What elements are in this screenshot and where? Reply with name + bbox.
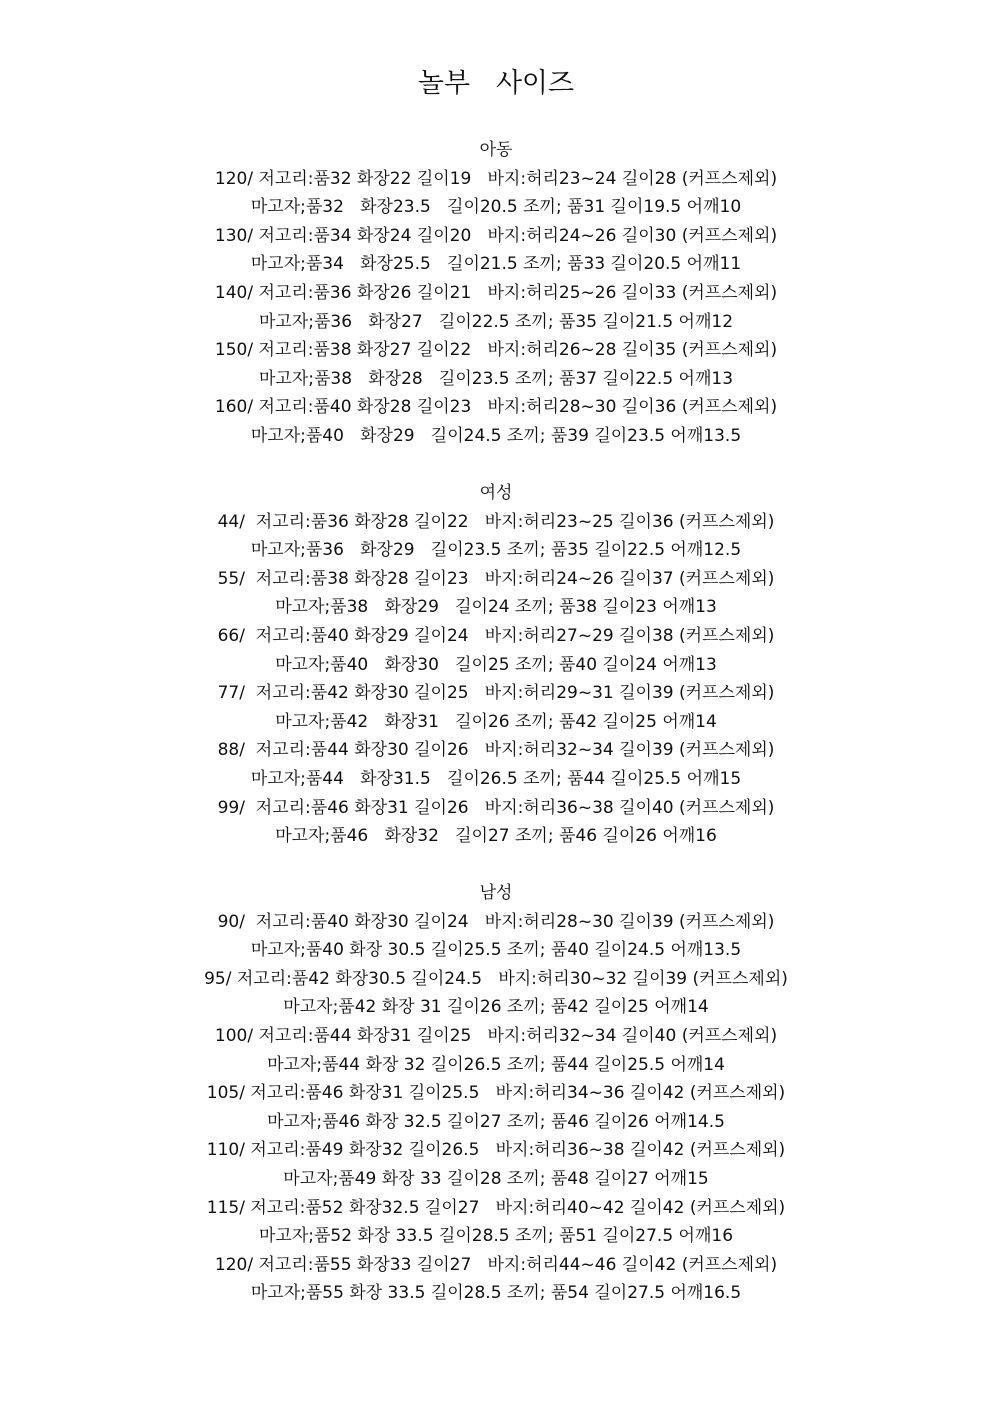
size-line: 99/ 저고리:품46 화장31 길이26 바지:허리36~38 길이40 (커프스제외) <box>217 797 775 818</box>
section-men <box>0 879 992 1308</box>
size-line: 105/ 저고리:품46 화장31 길이25.5 바지:허리34~36 길이42 (커프스제외) <box>206 1083 786 1104</box>
size-line: 95/ 저고리:품42 화장30.5 길이24.5 바지:허리30~32 길이39 (커프스제외) <box>204 968 788 989</box>
size-line: 마고자;품38 화장28 길이23.5 조끼; 품37 길이22.5 어깨13 <box>258 368 734 389</box>
size-line: 마고자;품49 화장 33 길이28 조끼; 품48 길이27 어깨15 <box>283 1168 709 1189</box>
size-line: 115/ 저고리:품52 화장32.5 길이27 바지:허리40~42 길이42 (커프스제외) <box>206 1197 786 1218</box>
size-line: 150/ 저고리:품38 화장27 길이22 바지:허리26~28 길이35 (커프스제외) <box>214 340 778 361</box>
size-line: 120/ 저고리:품32 화장22 길이19 바지:허리23~24 길이28 (커프스제외) <box>214 168 778 189</box>
size-line: 마고자;품38 화장29 길이24 조끼; 품38 길이23 어깨13 <box>275 597 717 618</box>
size-line: 55/ 저고리:품38 화장28 길이23 바지:허리24~26 길이37 (커프스제외) <box>217 568 775 589</box>
size-line: 130/ 저고리:품34 화장24 길이20 바지:허리24~26 길이30 (커프스제외) <box>214 225 778 246</box>
size-line: 77/ 저고리:품42 화장30 길이25 바지:허리29~31 길이39 (커프스제외) <box>217 683 775 704</box>
size-line: 마고자;품42 화장31 길이26 조끼; 품42 길이25 어깨14 <box>275 711 717 732</box>
size-line: 마고자;품42 화장 31 길이26 조끼; 품42 길이25 어깨14 <box>283 997 709 1018</box>
size-line: 마고자;품40 화장29 길이24.5 조끼; 품39 길이23.5 어깨13.5 <box>250 425 742 446</box>
size-line: 마고자;품32 화장23.5 길이20.5 조끼; 품31 길이19.5 어깨10 <box>250 197 742 218</box>
section-heading: 아동 <box>479 140 513 160</box>
size-line: 90/ 저고리:품40 화장30 길이24 바지:허리28~30 길이39 (커프스제외) <box>217 911 775 932</box>
page-title: 놀부 사이즈 <box>417 68 575 99</box>
size-line: 마고자;품44 화장31.5 길이26.5 조끼; 품44 길이25.5 어깨15 <box>250 768 742 789</box>
size-line: 마고자;품52 화장 33.5 길이28.5 조끼; 품51 길이27.5 어깨16 <box>258 1226 734 1247</box>
size-line: 마고자;품40 화장30 길이25 조끼; 품40 길이24 어깨13 <box>275 654 717 675</box>
size-line: 마고자;품40 화장 30.5 길이25.5 조끼; 품40 길이24.5 어깨13.5 <box>250 940 742 961</box>
size-line: 120/ 저고리:품55 화장33 길이27 바지:허리44~46 길이42 (커프스제외) <box>214 1254 778 1275</box>
size-line: 마고자;품46 화장 32.5 길이27 조끼; 품46 길이26 어깨14.5 <box>267 1111 725 1132</box>
size-line: 44/ 저고리:품36 화장28 길이22 바지:허리23~25 길이36 (커프스제외) <box>217 511 775 532</box>
section-heading: 여성 <box>479 483 513 503</box>
size-line: 88/ 저고리:품44 화장30 길이26 바지:허리32~34 길이39 (커프스제외) <box>217 740 775 761</box>
size-line: 110/ 저고리:품49 화장32 길이26.5 바지:허리36~38 길이42 (커프스제외) <box>206 1140 786 1161</box>
size-line: 마고자;품36 화장27 길이22.5 조끼; 품35 길이21.5 어깨12 <box>258 311 734 332</box>
size-line: 마고자;품55 화장 33.5 길이28.5 조끼; 품54 길이27.5 어깨16.5 <box>250 1283 742 1304</box>
size-line: 100/ 저고리:품44 화장31 길이25 바지:허리32~34 길이40 (커프스제외) <box>214 1025 778 1046</box>
section-women <box>0 479 992 851</box>
section-kids <box>0 136 992 451</box>
size-line: 160/ 저고리:품40 화장28 길이23 바지:허리28~30 길이36 (커프스제외) <box>214 397 778 418</box>
size-line: 마고자;품46 화장32 길이27 조끼; 품46 길이26 어깨16 <box>275 826 717 847</box>
size-line: 마고자;품34 화장25.5 길이21.5 조끼; 품33 길이20.5 어깨11 <box>250 254 742 275</box>
size-line: 마고자;품36 화장29 길이23.5 조끼; 품35 길이22.5 어깨12.5 <box>250 540 742 561</box>
section-heading: 남성 <box>479 883 513 903</box>
size-line: 마고자;품44 화장 32 길이26.5 조끼; 품44 길이25.5 어깨14 <box>267 1054 725 1075</box>
size-line: 66/ 저고리:품40 화장29 길이24 바지:허리27~29 길이38 (커프스제외) <box>217 625 775 646</box>
size-line: 140/ 저고리:품36 화장26 길이21 바지:허리25~26 길이33 (커프스제외) <box>214 282 778 303</box>
